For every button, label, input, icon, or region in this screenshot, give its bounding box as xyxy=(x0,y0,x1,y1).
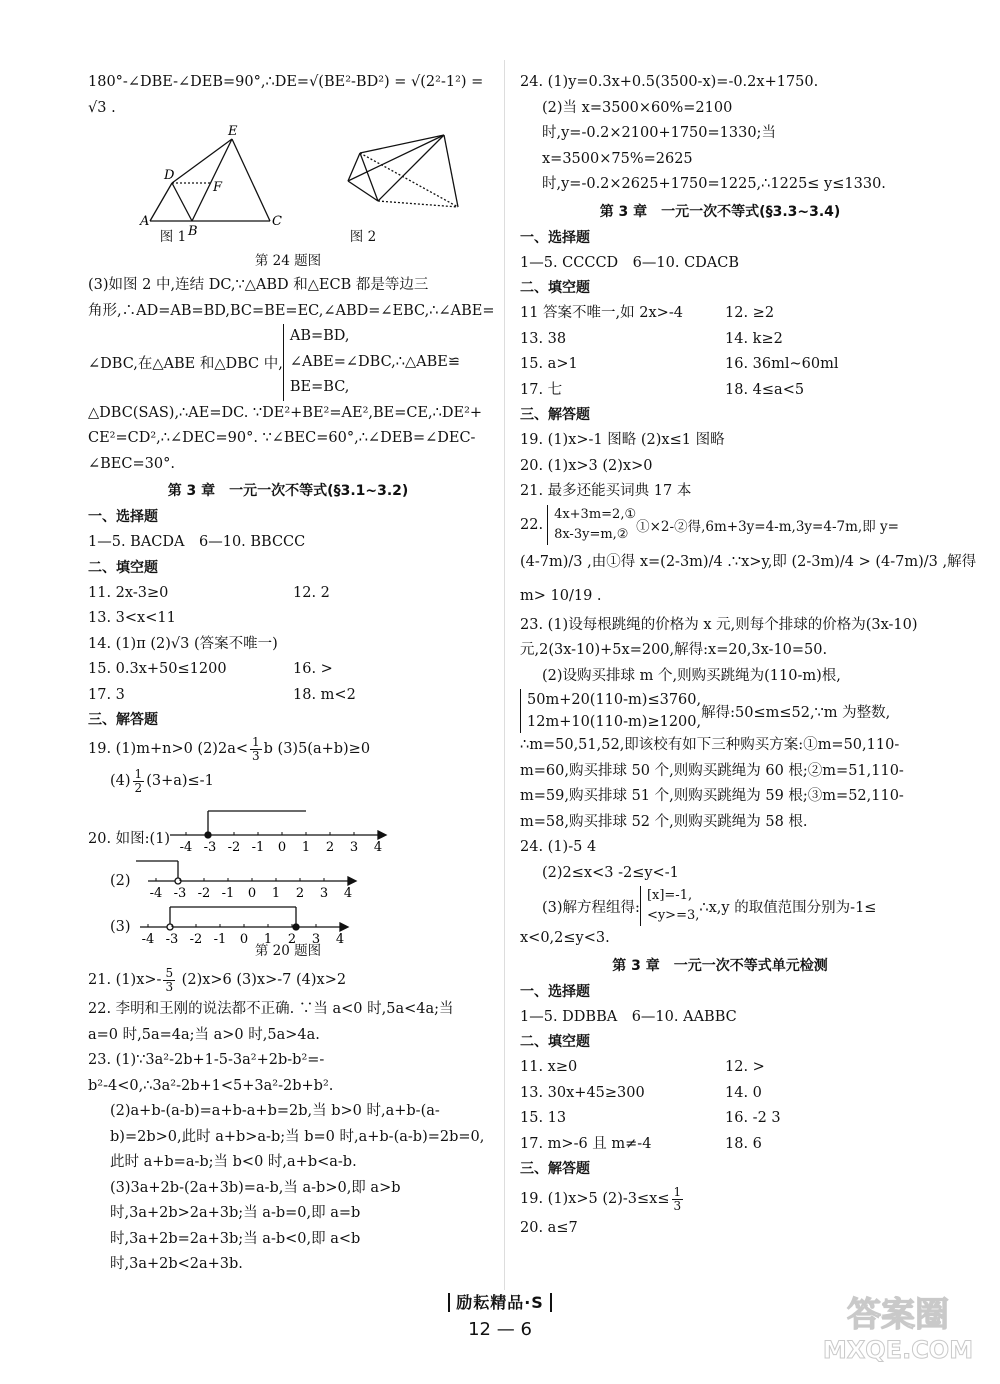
number-line-tick-label: 3 xyxy=(319,886,329,901)
section-choice-2: 一、选择题 xyxy=(520,229,590,246)
answer-20-label: 20. 如图:(1) xyxy=(88,831,171,847)
number-line-tick-label: 0 xyxy=(277,840,287,855)
q24-line2: √3 . xyxy=(88,99,116,116)
answer-23-1: 23. (1)∵3a²-2b+1-5-3a²+2b-b²=-b²-4<0,∴3a²-2b+1<5+3a²-2b+b². xyxy=(88,1052,334,1094)
q24-3-pre: ∠DBC,在△ABE 和△DBC 中, xyxy=(88,355,283,372)
fill-cell: 15. a>1 xyxy=(520,356,578,372)
q24-3-line8: ∠BEC=30°. xyxy=(88,455,175,472)
answer-b24-3-post: ∴x,y 的取值范围分别为-1≤ xyxy=(699,899,877,916)
chapter-title-3: 第 3 章 一元一次不等式单元检测 xyxy=(612,957,828,974)
section-fill-3: 二、填空题 xyxy=(520,1034,590,1050)
answer-19-line2 xyxy=(88,765,488,797)
b24-sys1: [x]=-1, xyxy=(646,888,693,903)
number-line-tick-label: 4 xyxy=(335,932,345,947)
fill-row xyxy=(520,378,920,404)
fig1-label-A: A xyxy=(140,214,150,229)
answer-22: 22. 李明和王刚的说法都不正确. ∵当 a<0 时,5a<4a;当 a=0 时,5a=4a;当 a>0 时,5a>4a. xyxy=(88,1001,454,1043)
fill-cell: 15. 13 xyxy=(520,1110,567,1126)
watermark-logo xyxy=(808,1286,988,1366)
section-answer-3: 三、解答题 xyxy=(520,1161,590,1177)
number-line-tick-label: 0 xyxy=(247,886,257,901)
fill-cell: 17. 3 xyxy=(88,686,125,703)
fill-cell: 11 答案不唯一,如 2x>-4 xyxy=(520,305,683,321)
fill-cell: 13. 3<x<11 xyxy=(88,610,176,626)
numerator: 1 xyxy=(673,1184,682,1199)
answer-b23-3: ∴m=50,51,52,即该校有如下三种购买方案:①m=50,110-m=60,购买排球 50 个,则购买跳绳为 60 根;②m=51,110-m=59,购买排球 51 个,则购买跳绳为 59 根;③m=52,110-m=58,购买排球 52 个,则购买跳绳为 58 根. xyxy=(520,737,904,830)
fill-cell: 11. x≥0 xyxy=(520,1059,578,1075)
fig1-label-D: D xyxy=(164,168,175,183)
answer-21 xyxy=(88,963,488,997)
q24-3-line6: △DBC(SAS),∴AE=DC. ∵DE²+BE²=AE²,BE=CE,∴DE²+ xyxy=(88,404,483,421)
answer-b23-system xyxy=(520,689,701,733)
answer-24-1: 24. (1)y=0.3x+0.5(3500-x)=-0.2x+1750. xyxy=(520,74,819,90)
q24-3-line7: CE²=CD²,∴∠DEC=90°. ∵∠BEC=60°,∴∠DEB=∠DEC- xyxy=(88,430,476,446)
column-divider xyxy=(504,60,505,1290)
brand-logo: 励耘精品·S xyxy=(448,1293,552,1312)
fig1-label-E: E xyxy=(228,124,238,139)
fill-cell: 17. m>-6 且 m≠-4 xyxy=(520,1135,652,1152)
section-fill-1: 二、填空题 xyxy=(88,559,158,576)
number-line-tick-label: 3 xyxy=(349,840,359,855)
fill-row xyxy=(520,1081,920,1107)
fill-cell: 18. 4≤a<5 xyxy=(725,381,805,398)
right-column xyxy=(520,70,977,1242)
number-line-tick-label: -3 xyxy=(203,840,217,855)
answer-b24-2: (2)2≤x<3 -2≤y<-1 xyxy=(542,864,679,881)
fig24-caption: 第 24 题图 xyxy=(254,253,322,269)
number-line-tick-label: -3 xyxy=(173,886,187,901)
answer-b23-sys-post: 解得:50≤m≤52,∵m 为整数, xyxy=(701,704,891,721)
fill-cell: 12. ≥2 xyxy=(725,305,775,321)
answer-b22-line2: (4-7m)/3 ,由①得 x=(2-3m)/4 .∵x>y,即 (2-3m)/4 > (4-7m)/3 ,解得 xyxy=(520,553,977,570)
fill-cell: 14. 0 xyxy=(725,1084,762,1101)
fill-row xyxy=(88,581,488,607)
choice-answers-1: 1—5. BACDA 6—10. BBCCC xyxy=(88,534,306,550)
fill-cell: 11. 2x-3≥0 xyxy=(88,584,169,601)
fill-row xyxy=(520,1106,920,1132)
answer-19-pre: 19. (1)m+n>0 (2)2a< xyxy=(88,741,248,757)
fill-cell: 16. > xyxy=(293,661,333,677)
number-line-tick-label: 1 xyxy=(271,886,281,901)
fill-row xyxy=(520,301,920,327)
number-line-tick-label: 4 xyxy=(343,886,353,901)
fill-row xyxy=(88,606,488,632)
denominator: 2 xyxy=(134,780,143,795)
fill-cell: 16. 36ml~60ml xyxy=(725,356,839,372)
number-line-tick-label: -4 xyxy=(149,886,163,901)
fill-row xyxy=(88,657,488,683)
answer-b23-1: 23. (1)设每根跳绳的价格为 x 元,则每个排球的价格为(3x-10)元,2(3x-10)+5x=200,解得:x=20,3x-10=50. xyxy=(520,616,918,658)
section-choice-3: 一、选择题 xyxy=(520,983,590,1000)
answer-c19-pre: 19. (1)x>5 (2)-3≤x≤ xyxy=(520,1191,670,1207)
fill-cell: 18. m<2 xyxy=(293,686,356,703)
choice-answers-2: 1—5. CCCCD 6—10. CDACB xyxy=(520,254,740,271)
q24-3-sys2: ∠ABE=∠DBC,∴△ABE≌ xyxy=(289,353,461,370)
fill-cell: 15. 0.3x+50≤1200 xyxy=(88,661,227,677)
denominator: 3 xyxy=(673,1198,682,1213)
numerator: 1 xyxy=(252,734,260,749)
fill-cell: 13. 30x+45≥300 xyxy=(520,1084,645,1101)
q24-line1: 180°-∠DBE-∠DEB=90°,∴DE=√(BE²-BD²) = √(2²-1²) = xyxy=(88,74,484,90)
q24-3-system-row xyxy=(88,324,488,401)
fill-row xyxy=(520,1055,920,1081)
section-choice-1: 一、选择题 xyxy=(88,509,158,525)
answer-19-4-post: (3+a)≤-1 xyxy=(146,773,214,789)
number-line-tick-label: 2 xyxy=(295,886,305,901)
answer-21-post: (2)x>6 (3)x>-7 (4)x>2 xyxy=(177,972,347,988)
watermark-line2: MXQE.COM xyxy=(822,1336,974,1364)
number-line-tick-label: 0 xyxy=(239,932,249,947)
fill-row xyxy=(520,327,920,353)
number-line-tick-label: -1 xyxy=(221,886,235,901)
number-line-tick-label: 2 xyxy=(287,932,297,947)
number-line-tick-label: -4 xyxy=(141,932,155,947)
fill-cell: 14. k≥2 xyxy=(725,330,783,347)
number-line-tick-label: -2 xyxy=(189,932,203,947)
left-column xyxy=(88,70,495,1278)
answer-b23-2: (2)设购买排球 m 个,则购买跳绳为(110-m)根, xyxy=(542,667,841,684)
answer-b24-3-row xyxy=(520,886,920,926)
fill-cell: 17. 七 xyxy=(520,381,563,398)
number-lines xyxy=(88,797,488,947)
choice-answers-3: 1—5. DDBBA 6—10. AABBC xyxy=(520,1008,737,1025)
answer-19-line1 xyxy=(88,733,488,765)
answer-b22-post: ①×2-②得,6m+3y=4-m,3y=4-7m,即 y= xyxy=(636,518,899,535)
answer-20-label-2: (2) xyxy=(110,873,131,889)
number-line-tick-label: 1 xyxy=(263,932,273,947)
fig1-label-F: F xyxy=(213,180,223,195)
q24-3-sys3: BE=BC, xyxy=(289,379,350,395)
answer-24-2: (2)当 x=3500×60%=2100 时,y=-0.2×2100+1750=1330;当 x=3500×75%=2625 时,y=-0.2×2625+1750=1225,∴1225≤ y≤1330. xyxy=(542,99,886,192)
watermark-line1: 答案圈 xyxy=(847,1295,949,1335)
section-answer-1: 三、解答题 xyxy=(88,712,158,728)
number-line-tick-label: -2 xyxy=(227,840,241,855)
number-line-tick-label: -1 xyxy=(251,840,265,855)
fill-cell: 12. 2 xyxy=(293,584,330,601)
fraction xyxy=(672,1186,684,1213)
answer-19-post: b (3)5(a+b)≥0 xyxy=(263,741,371,757)
q24-3-sys1: AB=BD, xyxy=(289,328,350,344)
denominator: 3 xyxy=(165,979,174,994)
answer-23-3: (3)3a+2b-(2a+3b)=a-b,当 a-b>0,即 a>b 时,3a+2b>2a+3b;当 a-b=0,即 a=b 时,3a+2b=2a+3b;当 a-b<0,即 a<b 时,3a+2b<2a+3b. xyxy=(110,1179,401,1272)
fraction xyxy=(133,768,145,795)
answer-b22-system xyxy=(547,505,636,545)
fill-cell: 12. > xyxy=(725,1059,765,1075)
answer-c20: 20. a≤7 xyxy=(520,1220,578,1236)
q24-3-line2: 角形,∴AD=AB=BD,BC=BE=EC,∠ABD=∠EBC,∴∠ABE= xyxy=(88,302,495,319)
b23-sys1: 50m+20(110-m)≤3760, xyxy=(527,692,702,708)
answer-c19 xyxy=(520,1182,920,1216)
chapter-title-1: 第 3 章 一元一次不等式(§3.1~3.2) xyxy=(167,483,409,499)
fraction xyxy=(250,736,262,763)
fig20-caption: 第 20 题图 xyxy=(254,943,322,959)
section-fill-2: 二、填空题 xyxy=(520,280,590,296)
b22-sys2: 8x-3y=m,② xyxy=(554,526,629,542)
number-line-tick-label: 4 xyxy=(373,840,383,855)
number-line-tick-label: 1 xyxy=(301,840,311,855)
denominator: 3 xyxy=(252,748,260,763)
b24-sys2: <y>=3, xyxy=(646,908,700,923)
fig1-caption: 图 1 xyxy=(159,229,187,245)
fill-row xyxy=(88,632,488,658)
answer-20-label-3: (3) xyxy=(110,919,131,935)
numerator: 5 xyxy=(165,965,174,980)
fill-cell: 16. -2 3 xyxy=(725,1110,781,1126)
b22-sys1: 4x+3m=2,① xyxy=(554,506,637,522)
figure-20 xyxy=(88,797,488,947)
fig2-caption: 图 2 xyxy=(349,229,377,245)
answer-b22-row xyxy=(520,505,920,545)
answer-b19: 19. (1)x>-1 图略 (2)x≤1 图略 xyxy=(520,432,725,448)
answer-b22-pre: 22. xyxy=(520,516,544,533)
number-line-tick-label: -3 xyxy=(165,932,179,947)
fill-row xyxy=(520,1132,920,1158)
fill-cell: 13. 38 xyxy=(520,330,567,347)
fraction xyxy=(163,967,175,994)
answer-23-2: (2)a+b-(a-b)=a+b-a+b=2b,当 b>0 时,a+b-(a-b)=2b>0,此时 a+b>a-b;当 b=0 时,a+b-(a-b)=2b=0,此时 a+b=a-b;当 b<0 时,a+b<a-b. xyxy=(110,1103,485,1170)
answer-b20: 20. (1)x>3 (2)x>0 xyxy=(520,457,653,474)
answer-b24-1: 24. (1)-5 4 xyxy=(520,839,597,855)
number-line-tick-label: 3 xyxy=(311,932,321,947)
fig1-label-B: B xyxy=(188,224,198,239)
answer-b21: 21. 最多还能买词典 17 本 xyxy=(520,483,692,499)
answer-b24-system xyxy=(640,886,699,926)
answer-b23-system-row xyxy=(520,689,920,733)
number-line-tick-label: 2 xyxy=(325,840,335,855)
answer-b24-3-pre: (3)解方程组得: xyxy=(542,899,640,916)
numerator: 1 xyxy=(134,766,143,781)
fig1-label-C: C xyxy=(272,214,282,229)
chapter-title-2: 第 3 章 一元一次不等式(§3.3~3.4) xyxy=(599,203,841,220)
number-line-tick-label: -2 xyxy=(197,886,211,901)
number-line-tick-label: -4 xyxy=(179,840,193,855)
section-answer-2: 三、解答题 xyxy=(520,407,590,423)
page-number: 12 — 6 xyxy=(468,1319,532,1340)
q24-3-line1: (3)如图 2 中,连结 DC,∵△ABD 和△ECB 都是等边三 xyxy=(88,277,429,293)
fill-cell: 18. 6 xyxy=(725,1135,762,1152)
fill-cell: 14. (1)π (2)√3 (答案不唯一) xyxy=(88,635,278,652)
number-line-tick-label: -1 xyxy=(213,932,227,947)
q24-3-system xyxy=(283,324,460,401)
answer-21-pre: 21. (1)x>- xyxy=(88,972,162,988)
fill-row xyxy=(520,352,920,378)
answer-b22-line3: m> 10/19 . xyxy=(520,587,602,604)
b23-sys2: 12m+10(110-m)≥1200, xyxy=(527,714,702,730)
answer-19-4-pre: (4) xyxy=(110,773,131,789)
fill-row xyxy=(88,683,488,709)
answer-b24-4: x<0,2≤y<3. xyxy=(520,930,610,946)
